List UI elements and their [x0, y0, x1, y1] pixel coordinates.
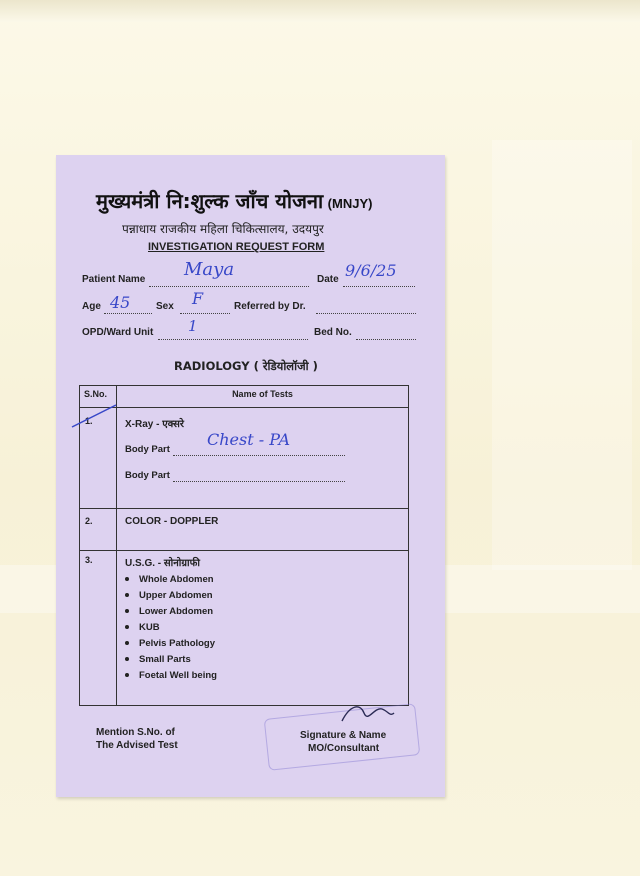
age-value: 45: [110, 293, 131, 312]
title-hindi: मुख्यमंत्री नि:शुल्क जाँच योजना: [96, 189, 324, 213]
signature-icon: [338, 699, 398, 729]
usg-item: KUB: [125, 622, 408, 633]
usg-item: Whole Abdomen: [125, 574, 408, 585]
table-row: [80, 408, 409, 509]
investigation-request-form: [56, 155, 445, 797]
opd-label: OPD/Ward Unit: [82, 327, 154, 338]
title-abbr: (MNJY): [327, 196, 373, 211]
usg-item: Lower Abdomen: [125, 606, 408, 617]
footer-right-line-2: MO/Consultant: [308, 743, 380, 754]
bullet-icon: [125, 641, 129, 645]
patient-name-line: [149, 286, 309, 287]
sex-value: F: [192, 289, 204, 308]
sex-line: [180, 313, 230, 314]
footer-left-line-1: Mention S.No. of: [96, 727, 175, 738]
table-header-row: [80, 386, 409, 408]
section-heading: RADIOLOGY ( रेडियोलॉजी ): [174, 359, 318, 373]
tests-header: Name of Tests: [117, 386, 409, 408]
opd-line: [158, 339, 308, 340]
patient-name-label: Patient Name: [82, 274, 146, 285]
footer-left-line-2: The Advised Test: [96, 740, 178, 751]
referred-label: Referred by Dr.: [234, 301, 306, 312]
bed-label: Bed No.: [314, 327, 352, 338]
body-part-value: Chest - PA: [207, 430, 291, 449]
row-number: 1.: [80, 408, 117, 509]
sex-label: Sex: [156, 301, 174, 312]
usg-label: U.S.G. - सोनोग्राफी: [125, 558, 200, 569]
usg-item: Upper Abdomen: [125, 590, 408, 601]
referred-line: [316, 313, 416, 314]
table-row: [80, 509, 409, 551]
patient-name-value: Maya: [184, 259, 235, 280]
tape-strip-right: [492, 140, 632, 570]
usg-item: Small Parts: [125, 654, 408, 665]
table-row: [80, 551, 409, 706]
usg-item: Foetal Well being: [125, 670, 408, 681]
usg-item: Pelvis Pathology: [125, 638, 408, 649]
row-number: 3.: [80, 551, 117, 706]
age-line: [104, 313, 152, 314]
tests-table: [79, 385, 409, 706]
age-label: Age: [82, 301, 101, 312]
sno-header: S.No.: [80, 386, 117, 408]
bullet-icon: [125, 673, 129, 677]
body-part-line: [173, 455, 345, 456]
body-part-label-2: Body Part: [125, 470, 170, 481]
form-title: [96, 187, 372, 214]
body-part-label: Body Part: [125, 444, 170, 455]
bullet-icon: [125, 577, 129, 581]
form-name: INVESTIGATION REQUEST FORM: [148, 241, 325, 253]
footer-right-line-1: Signature & Name: [300, 730, 387, 741]
bullet-icon: [125, 593, 129, 597]
bullet-icon: [125, 609, 129, 613]
opd-value: 1: [188, 317, 198, 335]
date-label: Date: [317, 274, 339, 285]
body-part-line-2: [173, 481, 345, 482]
bullet-icon: [125, 657, 129, 661]
row-number: 2.: [80, 509, 117, 551]
hospital-name: पन्नाधाय राजकीय महिला चिकित्सालय, उदयपुर: [122, 222, 324, 236]
xray-label: X-Ray - एक्सरे: [125, 419, 185, 430]
bullet-icon: [125, 625, 129, 629]
date-line: [343, 286, 415, 287]
bed-line: [356, 339, 416, 340]
color-doppler: COLOR - DOPPLER: [117, 509, 409, 551]
tick-mark-icon: [70, 401, 120, 431]
date-value: 9/6/25: [345, 261, 397, 280]
paper-top-edge: [0, 0, 640, 22]
